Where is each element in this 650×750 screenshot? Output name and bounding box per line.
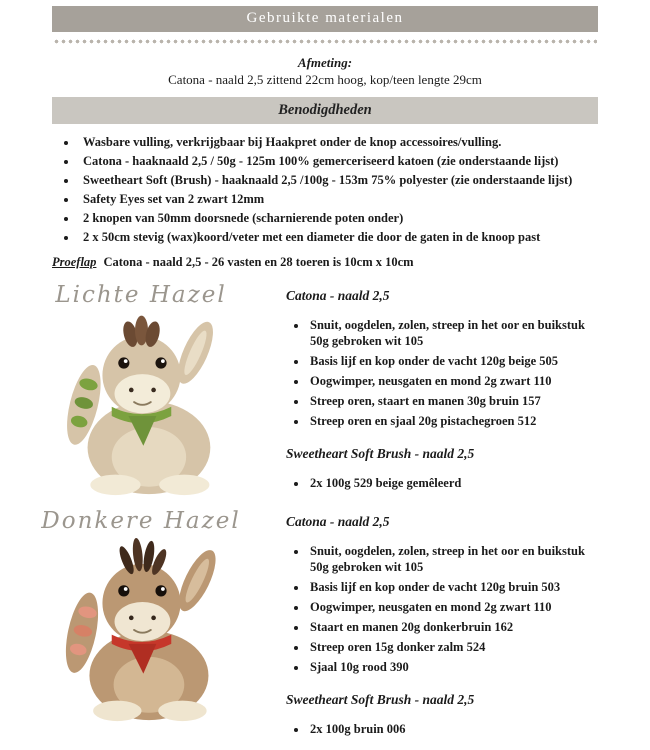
lichte-hazel-photo-column — [10, 282, 272, 496]
benodigdheden-header: Benodigdheden — [52, 97, 598, 124]
brush-title: Sweetheart Soft Brush - naald 2,5 — [286, 446, 475, 461]
brush-list — [308, 475, 598, 491]
section-donkere-hazel — [41, 508, 598, 741]
list-item: • 2 x 50cm stevig (wax)koord/veter met een diameter die door de gaten in de knoop past — [78, 230, 598, 245]
list-item: • 2 knopen van 50mm doorsnede (scharnierende poten onder) — [78, 211, 598, 226]
catona-list — [308, 543, 598, 675]
catona-title: Catona - naald 2,5 — [286, 288, 390, 303]
brush-title: Sweetheart Soft Brush - naald 2,5 — [286, 692, 475, 707]
catona-list — [308, 317, 598, 429]
list-item: • Sweetheart Soft (Brush) - haaknaald 2,5 /100g - 153m 75% polyester (zie onderstaande lijst) — [78, 173, 598, 188]
list-item: • Snuit, oogdelen, zolen, streep in het oor en buikstuk 50g gebroken wit 105 — [308, 543, 598, 575]
list-item: • 2x 100g 529 beige gemêleerd — [308, 475, 598, 491]
donkere-hazel-photo — [29, 536, 254, 722]
brush-list — [308, 721, 598, 737]
donkere-hazel-photo-column — [10, 508, 272, 741]
donkere-hazel-materials — [272, 508, 598, 741]
afmeting-label: Afmeting: — [297, 55, 353, 70]
list-item: • Catona - haaknaald 2,5 / 50g - 125m 100% gemerceriseerd katoen (zie onderstaande lijst) — [78, 154, 598, 169]
list-item: • 2x 100g bruin 006 — [308, 721, 598, 737]
proeflap-text: Catona - naald 2,5 - 26 vasten en 28 toeren is 10cm x 10cm — [103, 255, 414, 269]
list-item: • Snuit, oogdelen, zolen, streep in het oor en buikstuk 50g gebroken wit 105 — [308, 317, 598, 349]
catona-title: Catona - naald 2,5 — [286, 514, 390, 529]
afmeting-block — [52, 54, 598, 88]
list-item: • Oogwimper, neusgaten en mond 2g zwart 110 — [308, 599, 598, 615]
list-item: • Basis lijf en kop onder de vacht 120g bruin 503 — [308, 579, 598, 595]
donkere-hazel-title: Donkere Hazel — [41, 508, 241, 534]
list-item: • Oogwimper, neusgaten en mond 2g zwart 110 — [308, 373, 598, 389]
afmeting-text: Catona - naald 2,5 zittend 22cm hoog, kop/teen lengte 29cm — [168, 72, 482, 87]
list-item: • Staart en manen 20g donkerbruin 162 — [308, 619, 598, 635]
list-item: • Basis lijf en kop onder de vacht 120g beige 505 — [308, 353, 598, 369]
lichte-hazel-title: Lichte Hazel — [55, 282, 227, 308]
proeflap-line — [52, 255, 598, 270]
section-lichte-hazel — [52, 282, 598, 496]
lichte-hazel-materials — [272, 282, 598, 496]
list-item: • Wasbare vulling, verkrijgbaar bij Haakpret onder de knop accessoires/vulling. — [78, 135, 598, 150]
proeflap-label: Proeflap — [52, 255, 97, 269]
dotted-divider — [53, 38, 597, 45]
page-title: Gebruikte materialen — [52, 6, 598, 32]
lichte-hazel-photo — [29, 310, 254, 496]
list-item: • Streep oren 15g donker zalm 524 — [308, 639, 598, 655]
list-item: • Streep oren, staart en manen 30g bruin 157 — [308, 393, 598, 409]
list-item: • Safety Eyes set van 2 zwart 12mm — [78, 192, 598, 207]
list-item: • Streep oren en sjaal 20g pistachegroen 512 — [308, 413, 598, 429]
benodigdheden-list — [78, 135, 598, 245]
list-item: • Sjaal 10g rood 390 — [308, 659, 598, 675]
